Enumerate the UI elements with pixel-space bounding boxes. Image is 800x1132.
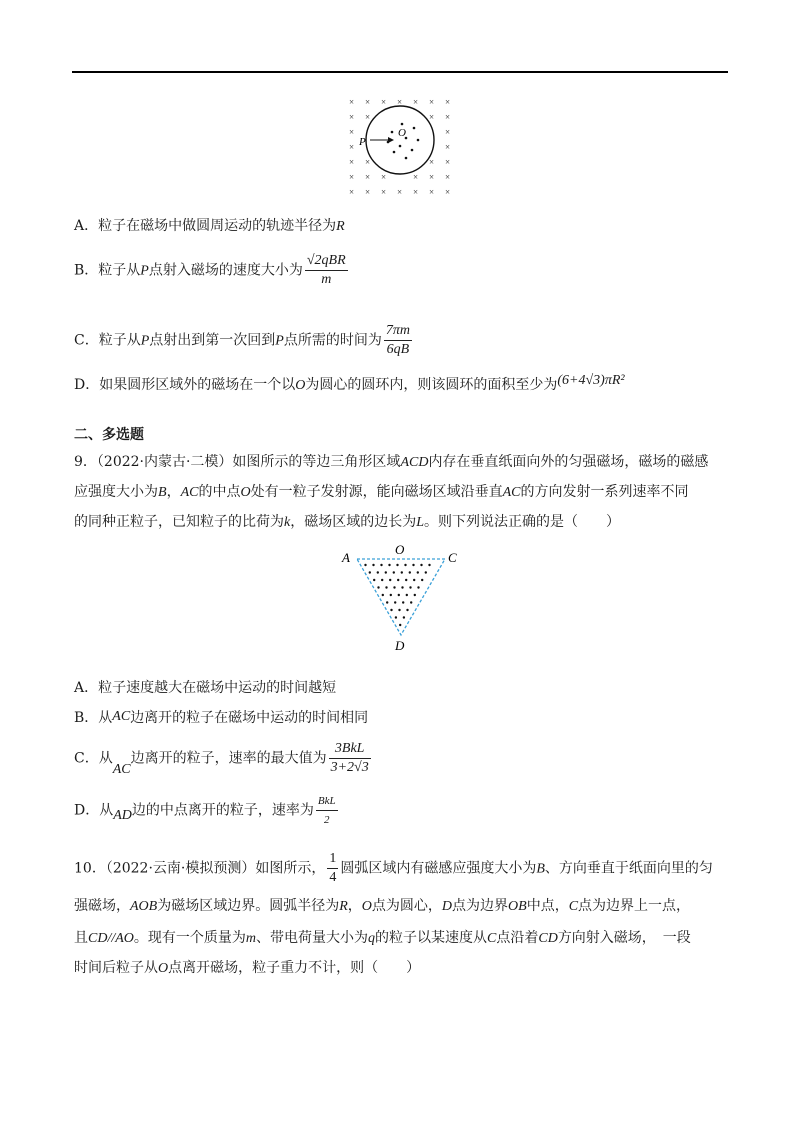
- fraction-denominator: 3+2√3: [330, 760, 369, 775]
- fraction: [316, 792, 338, 829]
- var-CD-parallel-AO: CD//AO: [88, 931, 134, 946]
- q8-option-d-mid: 为圆心的圆环内，则该圆环的面积至少为: [305, 377, 558, 393]
- q9-option-a-text: A．粒子速度越大在磁场中运动的时间越短: [74, 680, 337, 696]
- field-x-mark: ×: [365, 172, 371, 182]
- field-x-mark: ×: [365, 157, 371, 167]
- field-dot: [377, 571, 379, 573]
- q10-text: 中点，: [526, 898, 569, 914]
- field-dot: [391, 131, 394, 134]
- q10-text: 点沿着: [496, 930, 539, 946]
- q8-option-c-mid2: 点所需的时间为: [283, 332, 382, 349]
- fraction-denominator: 4: [329, 870, 337, 885]
- field-dot: [406, 609, 408, 611]
- var-m: m: [245, 931, 257, 946]
- var-P: P: [140, 333, 150, 349]
- field-dot: [412, 564, 414, 566]
- field-dot: [409, 586, 411, 588]
- var-ACD: ACD: [400, 455, 429, 470]
- field-x-mark: ×: [349, 127, 355, 137]
- field-x-mark: ×: [429, 112, 435, 122]
- field-x-mark: ×: [349, 112, 355, 122]
- field-dot: [364, 564, 366, 566]
- field-dot: [381, 579, 383, 581]
- field-x-mark: ×: [445, 142, 451, 152]
- var-R: R: [339, 899, 348, 914]
- q10-line-4: [74, 958, 420, 979]
- field-dot: [390, 594, 392, 596]
- q10-text: 方向射入磁场， 一段: [557, 930, 691, 946]
- fraction-numerator: 1: [327, 850, 338, 869]
- field-x-mark: ×: [365, 187, 371, 196]
- q8-option-a: [74, 216, 345, 237]
- figure-circular-field: [340, 92, 460, 196]
- field-x-mark: ×: [445, 97, 451, 107]
- field-x-mark: ×: [445, 127, 451, 137]
- q10-text: 10．（2022·云南·模拟预测）如图所示，: [74, 860, 326, 877]
- q8-option-b-mid: 点射入磁场的速度大小为: [148, 262, 303, 279]
- q10-text: 圆弧区域内有磁感应强度大小为: [340, 860, 537, 877]
- fraction-denominator: m: [321, 272, 332, 287]
- section-heading: 二、多选题: [74, 427, 144, 443]
- field-x-mark: ×: [349, 97, 355, 107]
- var-R: R: [336, 219, 345, 234]
- q10-text: 。现有一个质量为: [133, 930, 246, 946]
- q9-line-3: [74, 512, 620, 533]
- field-x-mark: ×: [365, 112, 371, 122]
- field-dot: [393, 151, 396, 154]
- field-x-mark: ×: [381, 97, 387, 107]
- field-dot: [389, 579, 391, 581]
- q10-text: 点为边界: [452, 898, 509, 914]
- q9-text: 边的中点离开的粒子，速率为: [131, 802, 314, 819]
- field-dot: [385, 586, 387, 588]
- q8-option-b-text: B．粒子从: [74, 262, 141, 279]
- var-O: O: [295, 378, 306, 393]
- var-P: P: [275, 333, 284, 349]
- q9-text: 9．（2022·内蒙古·二模）如图所示的等边三角形区域: [74, 454, 401, 470]
- field-dot: [390, 609, 392, 611]
- field-dot: [428, 564, 430, 566]
- var-q: q: [368, 931, 376, 946]
- field-dot: [393, 586, 395, 588]
- q10-text: 时间后粒子从: [74, 960, 158, 976]
- label-D: D: [395, 638, 405, 653]
- q9-option-c: [74, 740, 373, 777]
- q9-text: 的同种正粒子，已知粒子的比荷为: [74, 514, 284, 530]
- q10-text: 的粒子以某速度从: [375, 930, 488, 946]
- field-dot: [398, 594, 400, 596]
- field-dot: [386, 601, 388, 603]
- q9-text: ，磁场区域的边长为: [290, 514, 417, 530]
- q9-text: D．从: [74, 802, 114, 819]
- field-x-mark: ×: [349, 142, 355, 152]
- field-dot: [406, 594, 408, 596]
- var-AC: AC: [112, 709, 131, 724]
- field-dot: [382, 594, 384, 596]
- q10-text: ，: [347, 898, 362, 914]
- header-rule: [72, 71, 728, 73]
- q8-option-d: [74, 375, 625, 396]
- field-x-mark: ×: [429, 97, 435, 107]
- field-x-mark: ×: [413, 187, 419, 196]
- q8-option-a-text: A．粒子在磁场中做圆周运动的轨迹半径为: [74, 218, 337, 234]
- field-dot: [369, 571, 371, 573]
- field-dot: [413, 127, 416, 130]
- q9-text: 边离开的粒子在磁场中运动的时间相同: [130, 710, 369, 726]
- field-x-mark: ×: [365, 97, 371, 107]
- q9-text: 应强度大小为: [74, 484, 158, 500]
- field-x-mark: ×: [413, 97, 419, 107]
- field-dot: [425, 571, 427, 573]
- label-A: A: [342, 550, 350, 565]
- var-CD: CD: [538, 931, 558, 946]
- var-AC: AC: [180, 485, 199, 500]
- field-x-mark: ×: [445, 112, 451, 122]
- q9-text: 处有一粒子发射源，能向磁场区域沿垂直: [250, 484, 503, 500]
- field-dot: [398, 609, 400, 611]
- q10-text: 点离开磁场，粒子重力不计，则（ ）: [168, 960, 421, 976]
- q8-option-b: [74, 252, 350, 289]
- field-dot: [393, 571, 395, 573]
- field-dot: [401, 123, 404, 126]
- fraction-denominator: 2: [324, 814, 330, 826]
- var-D: D: [441, 899, 453, 914]
- field-dot: [417, 571, 419, 573]
- q9-text: 的中点: [198, 484, 241, 500]
- q9-text: 边离开的粒子，速率的最大值为: [130, 750, 327, 767]
- fraction: [327, 850, 338, 887]
- var-B: B: [536, 861, 545, 877]
- q10-text: 点为边界上一点，: [578, 898, 691, 914]
- label-O: O: [398, 127, 406, 139]
- q8-option-c-text: C．粒子从: [74, 332, 141, 349]
- q10-text: 强磁场，: [74, 898, 130, 914]
- field-dot: [409, 571, 411, 573]
- var-AD: AD: [113, 807, 132, 823]
- field-dot: [405, 579, 407, 581]
- q9-line-1: [74, 452, 708, 473]
- var-C: C: [487, 931, 497, 946]
- label-P: P: [359, 136, 366, 148]
- q10-line-2: [74, 896, 690, 917]
- field-dot: [414, 594, 416, 596]
- var-AC: AC: [502, 485, 521, 500]
- label-C: C: [448, 550, 457, 565]
- q10-text: 且: [74, 930, 88, 946]
- field-dot: [394, 601, 396, 603]
- field-dot: [417, 139, 420, 142]
- label-O: O: [395, 542, 405, 557]
- var-AC: AC: [112, 761, 131, 777]
- var-k: k: [284, 515, 291, 530]
- field-x-mark: ×: [381, 187, 387, 196]
- field-dot: [399, 624, 401, 626]
- q10-line-3: [74, 928, 691, 949]
- fraction: [384, 322, 412, 359]
- field-dot: [410, 601, 412, 603]
- field-x-mark: ×: [429, 187, 435, 196]
- field-dot: [372, 564, 374, 566]
- fraction-numerator: 7πm: [384, 322, 412, 341]
- var-AOB: AOB: [130, 899, 158, 914]
- field-dot: [377, 586, 379, 588]
- field-dot: [373, 579, 375, 581]
- field-x-mark: ×: [349, 187, 355, 196]
- field-x-mark: ×: [413, 172, 419, 182]
- q8-option-d-text: D．如果圆形区域外的磁场在一个以: [74, 377, 296, 393]
- field-dot: [402, 601, 404, 603]
- q9-text: 的方向发射一系列速率不同: [520, 484, 689, 500]
- fraction: [305, 252, 348, 289]
- var-O: O: [158, 961, 169, 976]
- q10-line-1: [74, 850, 713, 887]
- field-x-mark: ×: [429, 157, 435, 167]
- fraction-numerator: 3BkL: [329, 740, 371, 759]
- q9-text: ，: [166, 484, 181, 500]
- figure-triangle-field: [336, 540, 466, 656]
- field-x-mark: ×: [381, 172, 387, 182]
- field-x-mark: ×: [397, 97, 403, 107]
- fraction-numerator: BkL: [316, 792, 338, 811]
- var-OB: OB: [508, 899, 527, 914]
- field-x-mark: ×: [349, 157, 355, 167]
- var-B: B: [158, 485, 167, 500]
- field-dot: [388, 564, 390, 566]
- q9-text: 内存在垂直纸面向外的匀强磁场，磁场的磁感: [428, 454, 709, 470]
- field-dot: [421, 579, 423, 581]
- field-dot: [397, 579, 399, 581]
- q10-text: 、带电荷量大小为: [256, 930, 369, 946]
- math-expression: (6+4√3)πR²: [557, 373, 625, 388]
- field-x-mark: ×: [349, 172, 355, 182]
- field-dot: [395, 616, 397, 618]
- fraction: [329, 740, 371, 777]
- field-dot: [399, 145, 402, 148]
- q10-text: 点为圆心，: [371, 898, 442, 914]
- var-P: P: [140, 263, 149, 279]
- field-dot: [404, 564, 406, 566]
- field-dot: [380, 564, 382, 566]
- field-x-mark: ×: [445, 172, 451, 182]
- var-O: O: [361, 899, 372, 914]
- q9-text: C．从: [74, 750, 113, 767]
- field-dot: [403, 616, 405, 618]
- q9-text: B．从: [74, 710, 113, 726]
- q8-option-c-mid: 点射出到第一次回到: [149, 332, 276, 349]
- field-x-mark: ×: [397, 187, 403, 196]
- var-C: C: [568, 899, 579, 914]
- q8-option-c: [74, 322, 414, 359]
- field-dot: [405, 157, 408, 160]
- field-dot: [420, 564, 422, 566]
- var-O: O: [240, 485, 251, 500]
- fraction-denominator: 6qB: [386, 342, 410, 357]
- q10-text: 为磁场区域边界。圆弧半径为: [157, 898, 340, 914]
- field-dot: [401, 586, 403, 588]
- field-dot: [413, 579, 415, 581]
- q9-option-a: [74, 678, 336, 698]
- field-dot: [417, 586, 419, 588]
- field-x-mark: ×: [445, 157, 451, 167]
- q10-text: 、方向垂直于纸面向里的匀: [544, 860, 713, 877]
- q9-text: 。则下列说法正确的是（ ）: [424, 514, 621, 530]
- field-x-mark: ×: [445, 187, 451, 196]
- field-dot: [401, 571, 403, 573]
- fraction-numerator: √2qBR: [305, 252, 348, 271]
- q9-line-2: [74, 482, 688, 503]
- q9-option-b: [74, 708, 368, 729]
- field-dot: [385, 571, 387, 573]
- q9-option-d: [74, 792, 340, 829]
- field-dot: [396, 564, 398, 566]
- var-L: L: [416, 515, 425, 530]
- field-x-mark: ×: [429, 172, 435, 182]
- field-dot: [411, 149, 414, 152]
